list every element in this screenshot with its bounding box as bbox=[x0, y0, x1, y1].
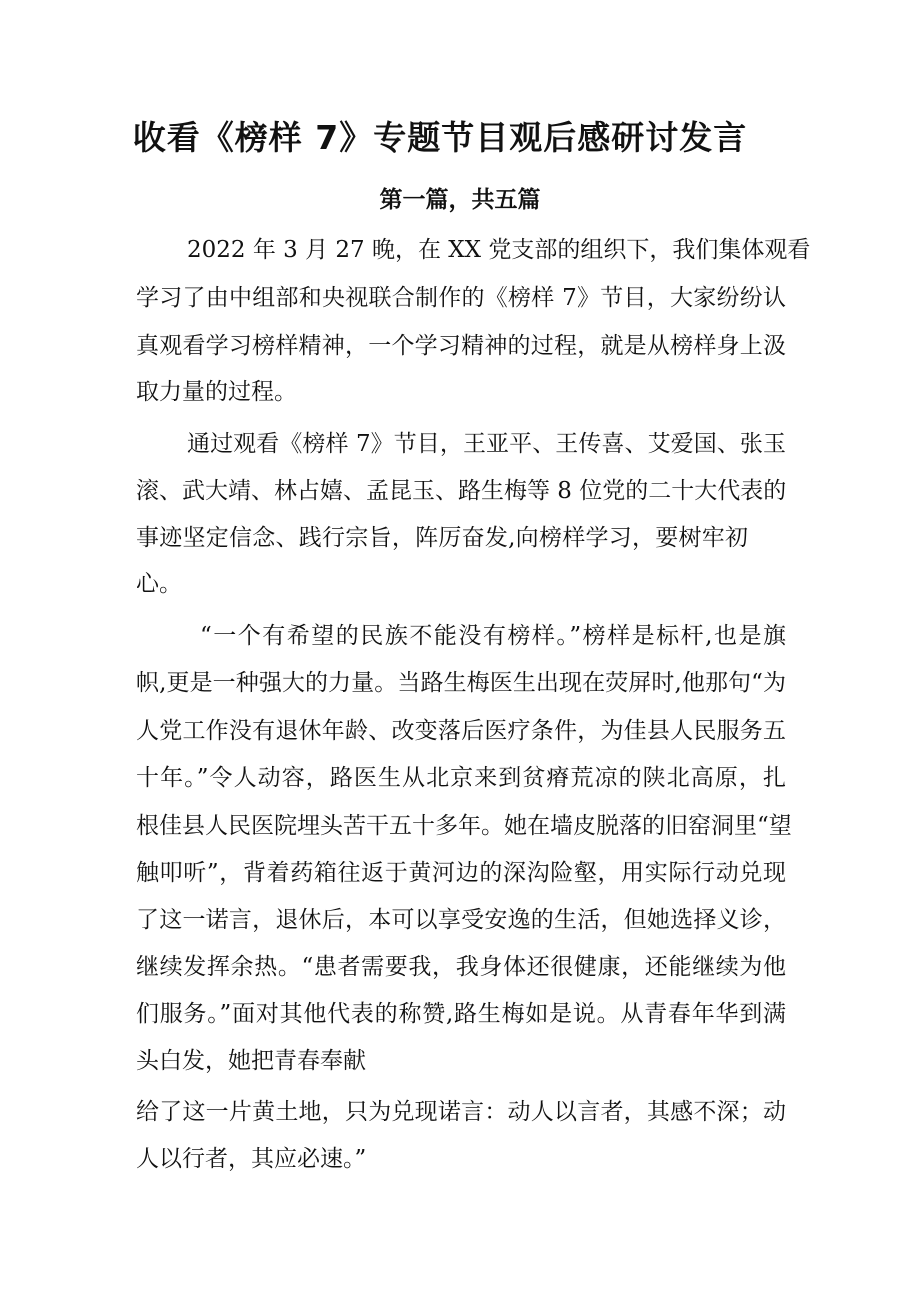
text-line: 人党工作没有退休年龄、改变落后医疗条件，为佳县人民服务五 bbox=[136, 718, 786, 744]
text-line: 滚、武大靖、林占嬉、孟昆玉、路生梅等 8 位党的二十大代表的 bbox=[136, 478, 787, 504]
text-line: 帜,更是一种强大的力量。当路生梅医生出现在荧屏时,他那句“为 bbox=[136, 670, 786, 696]
text-line: 继续发挥余热。“患者需要我，我身体还很健康，还能继续为他 bbox=[136, 954, 786, 980]
text-line: 了这一诺言，退休后，本可以享受安逸的生活，但她选择义诊， bbox=[136, 907, 786, 933]
text-line: 头白发，她把青春奉献 bbox=[136, 1048, 366, 1074]
text-line: 心。 bbox=[136, 571, 182, 597]
text-line: 人以行者，其应必速。” bbox=[136, 1146, 367, 1172]
text-line: “一个有希望的民族不能没有榜样。”榜样是标杆,也是旗 bbox=[200, 623, 786, 649]
text-line: 取力量的过程。 bbox=[136, 379, 297, 405]
text-line: 给了这一片黄土地，只为兑现诺言：动人以言者，其感不深；动 bbox=[136, 1099, 786, 1125]
text-line: 根佳县人民医院埋头苦干五十多年。她在墙皮脱落的旧窑洞里“望 bbox=[136, 813, 792, 839]
text-line: 事迹坚定信念、践行宗旨，阵厉奋发,向榜样学习，要树牢初 bbox=[136, 525, 748, 551]
document-subtitle: 第一篇，共五篇 bbox=[379, 187, 541, 213]
text-line: 真观看学习榜样精神，一个学习精神的过程，就是从榜样身上汲 bbox=[136, 333, 786, 359]
text-line: 通过观看《榜样 7》节目，王亚平、王传喜、艾爱国、张玉 bbox=[187, 431, 786, 457]
text-line: 十年。”令人动容，路医生从北京来到贫瘠荒凉的陕北高原，扎 bbox=[136, 765, 786, 791]
document-title: 收看《榜样 7》专题节目观后感研讨发言 bbox=[132, 118, 748, 157]
text-line: 触叩听”，背着药箱往返于黄河边的深沟险壑，用实际行动兑现 bbox=[136, 860, 786, 886]
text-line: 学习了由中组部和央视联合制作的《榜样 7》节目，大家纷纷认 bbox=[136, 285, 786, 311]
text-line: 们服务。”面对其他代表的称赞,路生梅如是说。从青春年华到满 bbox=[136, 1001, 786, 1027]
text-line: 2022 年 3 月 27 晚，在 XX 党支部的组织下，我们集体观看 bbox=[187, 237, 811, 263]
